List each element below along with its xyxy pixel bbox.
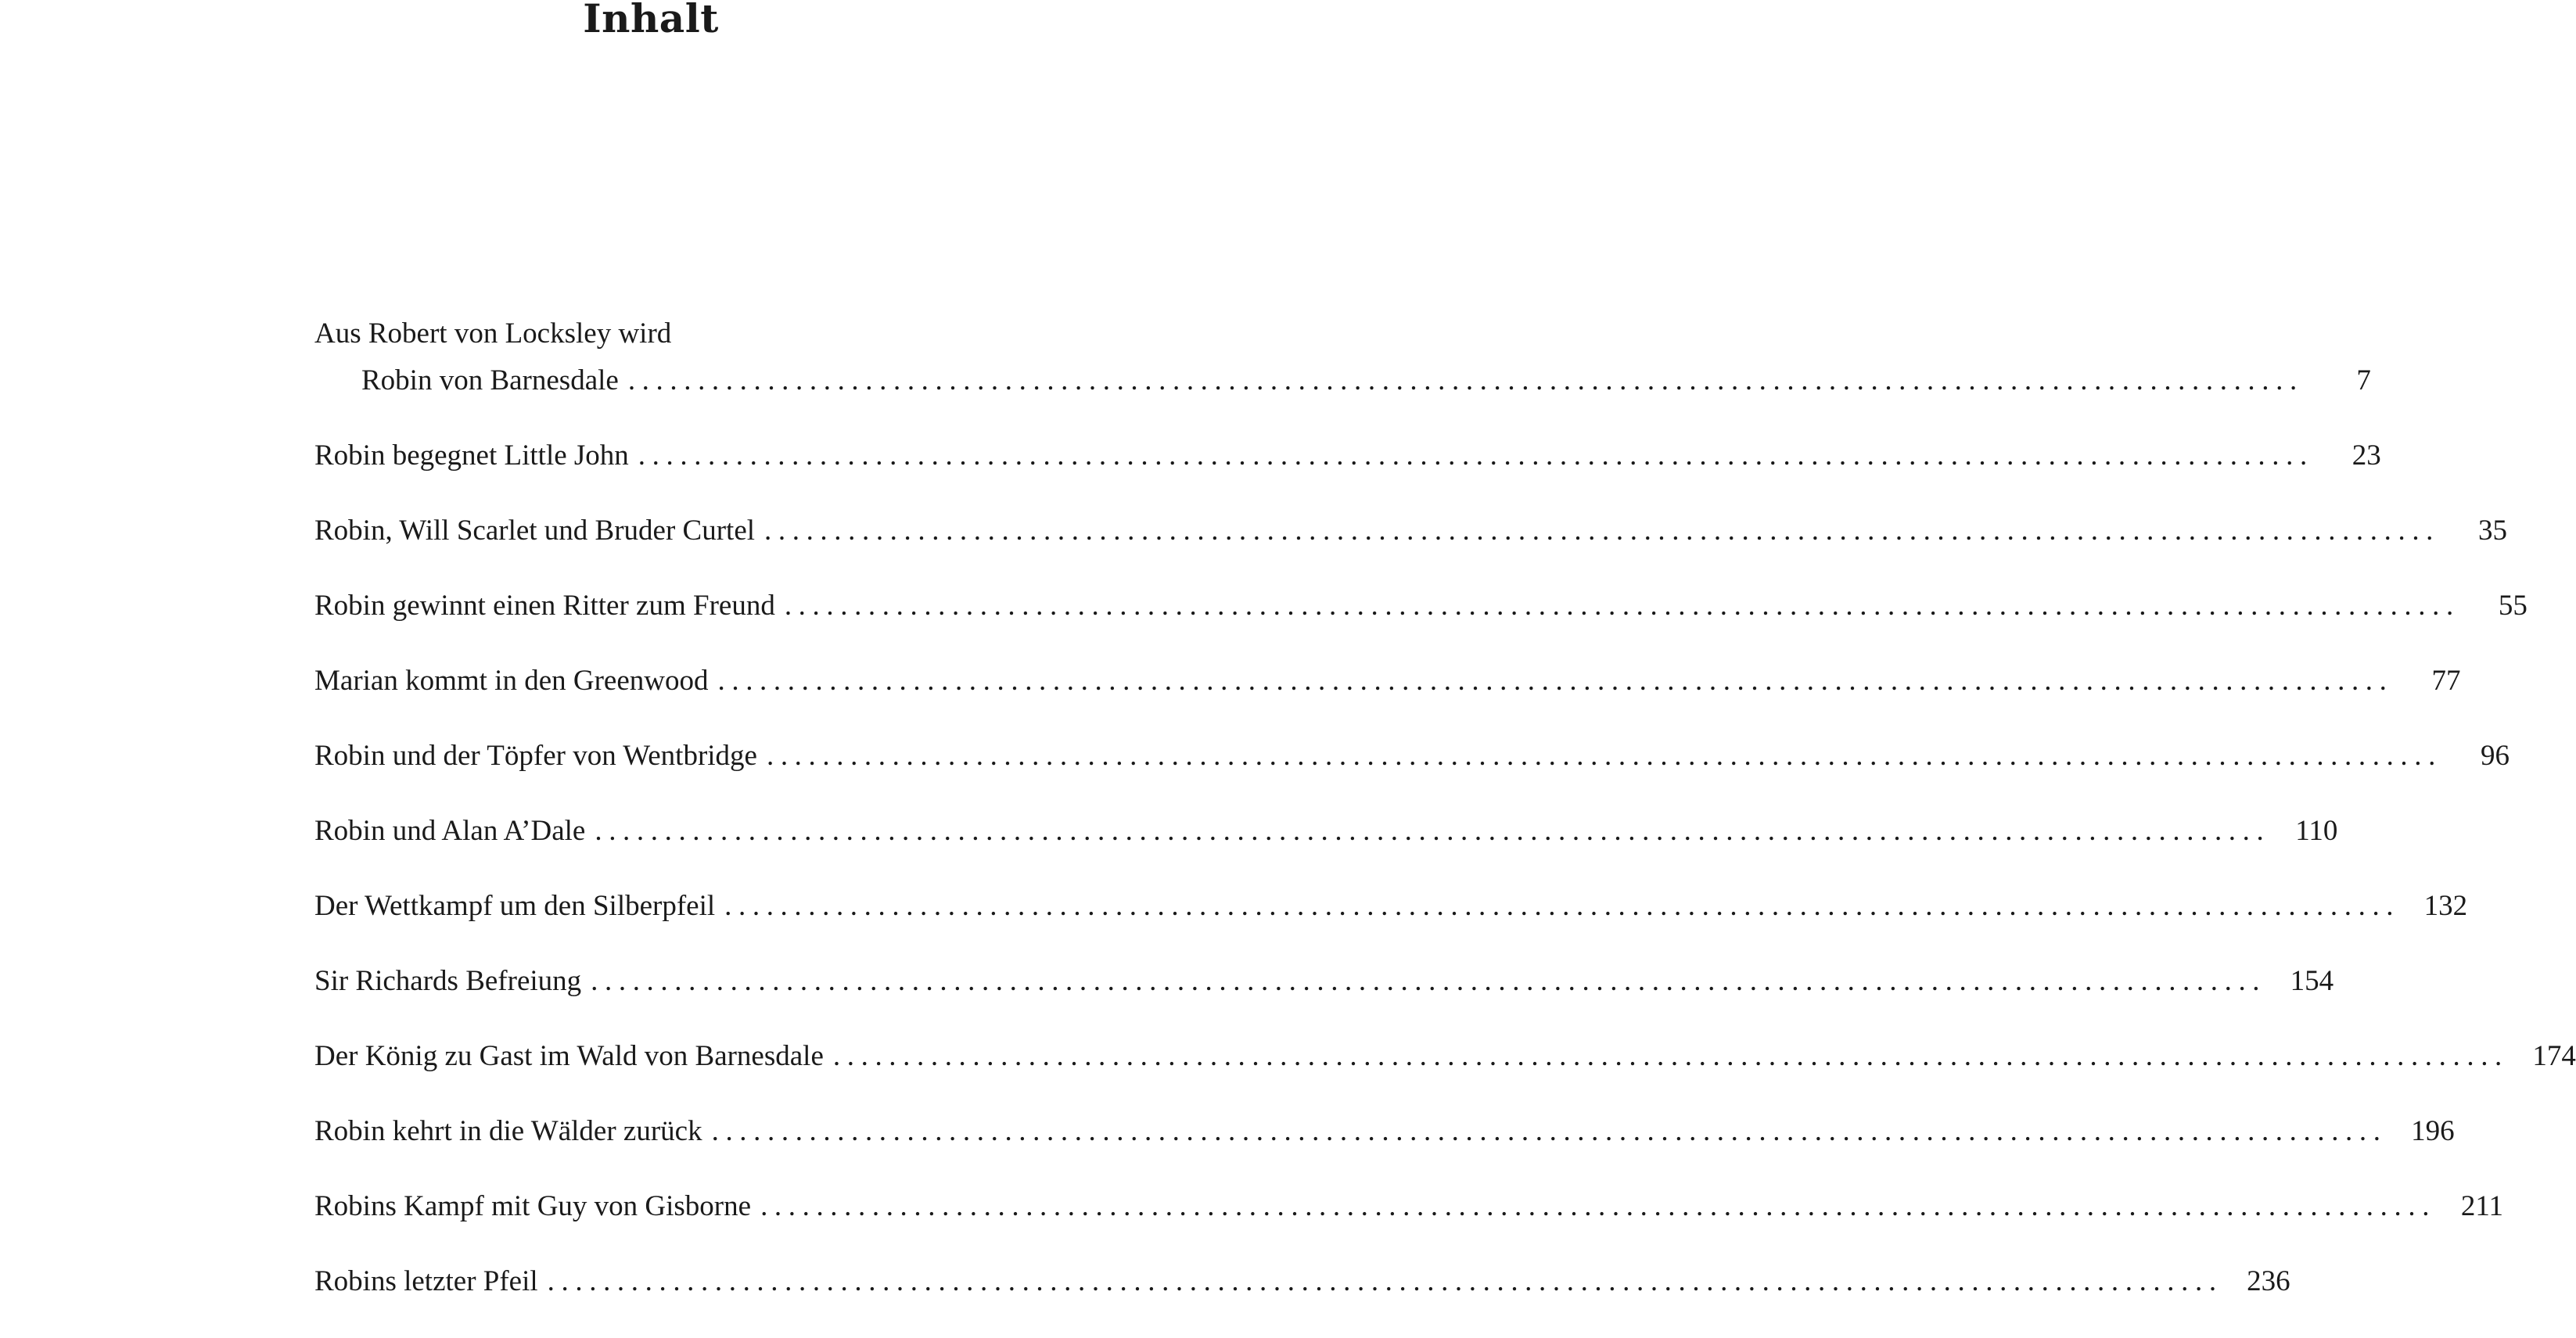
dot-leader: ........................................................................................................................ (717, 665, 2394, 697)
toc-entry-page: 96 (2480, 740, 2510, 772)
dot-leader: ........................................................................................................................ (784, 590, 2460, 622)
toc-entry[interactable] (314, 737, 2510, 812)
toc-entry-title: Marian kommt in den Greenwood (314, 665, 709, 697)
toc-entry-line (314, 662, 2461, 700)
toc-entry[interactable] (314, 1263, 2290, 1338)
dot-leader: ........................................................................................................................ (591, 965, 2267, 997)
toc-entry-line (314, 888, 2468, 925)
toc-entry-title: Robin von Barnesdale (361, 364, 619, 396)
toc-entry-page: 35 (2478, 515, 2508, 547)
toc-entry-title: Robins letzter Pfeil (314, 1265, 538, 1297)
toc-entry-line (361, 362, 2371, 400)
toc-entry[interactable] (314, 888, 2468, 963)
dot-leader: ........................................................................................................................ (595, 815, 2271, 847)
toc-entry-page: 23 (2351, 439, 2381, 472)
toc-entry-line (314, 1113, 2455, 1150)
toc-entry[interactable] (314, 1038, 2576, 1113)
dot-leader: ........................................................................................................................ (711, 1115, 2387, 1147)
toc-entry-line (314, 1263, 2290, 1300)
toc-entry-title: Robin kehrt in die Wälder zurück (314, 1115, 702, 1147)
toc-entry[interactable] (314, 963, 2334, 1038)
toc-entry-page: 132 (2423, 890, 2468, 922)
toc-entry[interactable] (314, 662, 2461, 737)
toc-entry-line (314, 315, 989, 353)
toc-entry-page: 7 (2356, 364, 2371, 396)
toc-entry-line (314, 437, 2381, 475)
toc-entry-title: Sir Richards Befreiung (314, 965, 582, 997)
toc-entry-page: 77 (2431, 665, 2461, 697)
dot-leader: ........................................................................................................................ (766, 740, 2442, 772)
toc-entry[interactable] (314, 315, 2371, 396)
toc-entry-page: 236 (2247, 1265, 2290, 1297)
toc-entry-line (314, 587, 2527, 625)
dot-leader: ........................................................................................................................ (832, 1040, 2509, 1072)
toc-entry-page: 211 (2460, 1190, 2504, 1222)
dot-leader: ........................................................................................................................ (638, 439, 2314, 472)
toc-entry-line (314, 812, 2338, 850)
toc-entry[interactable] (314, 1113, 2455, 1188)
toc-entry-page: 55 (2498, 590, 2527, 622)
toc-entry[interactable] (314, 437, 2381, 512)
toc-entry-title: Robin begegnet Little John (314, 439, 629, 472)
toc-entry-title: Robin gewinnt einen Ritter zum Freund (314, 590, 775, 622)
toc-entry[interactable] (314, 512, 2508, 587)
toc-entry-line (314, 963, 2334, 1000)
toc-entry-page: 154 (2290, 965, 2334, 997)
dot-leader: ........................................................................................................................ (627, 364, 2304, 396)
toc-entry-title: Robin und der Töpfer von Wentbridge (314, 740, 757, 772)
toc-entry-page: 174 (2532, 1040, 2576, 1072)
page-title: Inhalt (583, 0, 719, 41)
toc-entry-page: 110 (2295, 815, 2338, 847)
toc-entry-line (314, 512, 2508, 550)
toc-entry[interactable] (314, 812, 2338, 888)
dot-leader: ........................................................................................................................ (724, 890, 2401, 922)
toc-entry[interactable] (314, 1188, 2504, 1263)
toc-entry[interactable] (314, 587, 2527, 662)
toc-entry-title: Robin und Alan A’Dale (314, 815, 586, 847)
toc-entry-title: Robin, Will Scarlet und Bruder Curtel (314, 515, 756, 547)
toc-entry-title: Aus Robert von Locksley wird (314, 317, 672, 350)
toc-entry-title: Der König zu Gast im Wald von Barnesdale (314, 1040, 824, 1072)
toc-entry-page: 196 (2411, 1115, 2455, 1147)
toc-entry-line (314, 1188, 2504, 1225)
dot-leader: ........................................................................................................................ (764, 515, 2441, 547)
dot-leader: ........................................................................................................................ (760, 1190, 2437, 1222)
toc-entry-line (314, 1038, 2576, 1075)
dot-leader: ........................................................................................................................ (547, 1265, 2223, 1297)
toc-entry-title: Robins Kampf mit Guy von Gisborne (314, 1190, 752, 1222)
toc-entry-line (314, 737, 2510, 775)
toc-entry-title: Der Wettkampf um den Silberpfeil (314, 890, 716, 922)
